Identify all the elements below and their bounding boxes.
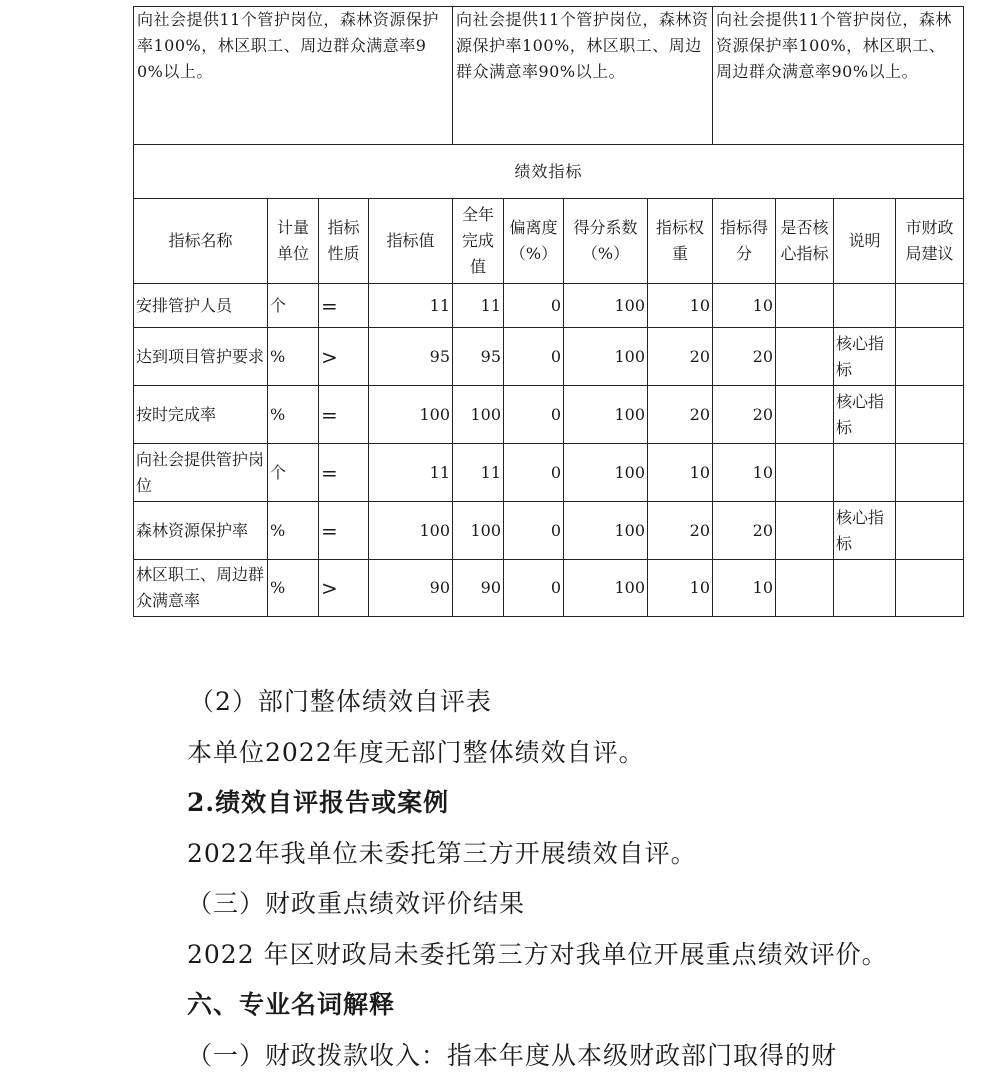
- cell-weight: 10: [648, 284, 713, 328]
- cell-unit: %: [268, 386, 319, 444]
- cell-unit: 个: [268, 444, 319, 502]
- cell-deviation: 0: [504, 386, 564, 444]
- cell-coefficient: 100: [564, 444, 648, 502]
- cell-advice: [896, 284, 964, 328]
- cell-score: 10: [713, 284, 776, 328]
- header-score: 指标得分: [713, 199, 776, 284]
- cell-score: 20: [713, 386, 776, 444]
- header-weight: 指标权重: [648, 199, 713, 284]
- cell-name: 林区职工、周边群众满意率: [134, 560, 268, 617]
- table-row: [134, 328, 964, 386]
- cell-core: [776, 444, 834, 502]
- cell-nature: >: [319, 560, 369, 617]
- cell-unit: %: [268, 502, 319, 560]
- cell-name: 向社会提供管护岗位: [134, 444, 268, 502]
- cell-target: 11: [369, 284, 453, 328]
- table-row: [134, 560, 964, 617]
- cell-actual: 11: [453, 444, 504, 502]
- subsection-heading: （三）财政重点绩效评价结果: [187, 889, 526, 918]
- section-heading: 2.绩效自评报告或案例: [187, 788, 450, 817]
- cell-coefficient: 100: [564, 502, 648, 560]
- cell-deviation: 0: [504, 284, 564, 328]
- cell-actual: 90: [453, 560, 504, 617]
- cell-target: 90: [369, 560, 453, 617]
- header-nature: 指标性质: [319, 199, 369, 284]
- cell-weight: 10: [648, 444, 713, 502]
- cell-note: 核心指标: [834, 328, 896, 386]
- cell-unit: 个: [268, 284, 319, 328]
- cell-nature: >: [319, 328, 369, 386]
- body-paragraph: （一）财政拨款收入：指本年度从本级财政部门取得的财: [187, 1041, 838, 1070]
- summary-cell: 向社会提供11个管护岗位，森林资源保护率100%，林区职工、周边群众满意率90%以上。: [453, 7, 713, 145]
- cell-name: 按时完成率: [134, 386, 268, 444]
- output-summary-row: [134, 7, 964, 145]
- column-header-row: [134, 199, 964, 284]
- cell-weight: 10: [648, 560, 713, 617]
- cell-coefficient: 100: [564, 386, 648, 444]
- summary-cell: 向社会提供11个管护岗位，森林资源保护率100%，林区职工、周边群众满意率90%以上。: [713, 7, 964, 145]
- cell-advice: [896, 386, 964, 444]
- performance-table: [133, 6, 964, 617]
- header-note: 说明: [834, 199, 896, 284]
- cell-advice: [896, 560, 964, 617]
- summary-cell: 向社会提供11个管护岗位，森林资源保护率100%，林区职工、周边群众满意率90%以上。: [134, 7, 453, 145]
- body-paragraph: 2022年我单位未委托第三方开展绩效自评。: [187, 839, 697, 868]
- cell-actual: 95: [453, 328, 504, 386]
- body-paragraph: 本单位2022年度无部门整体绩效自评。: [187, 738, 645, 767]
- cell-advice: [896, 328, 964, 386]
- cell-score: 10: [713, 560, 776, 617]
- cell-actual: 11: [453, 284, 504, 328]
- table-row: [134, 386, 964, 444]
- header-name: 指标名称: [134, 199, 268, 284]
- chapter-heading: 六、专业名词解释: [187, 990, 396, 1019]
- cell-score: 10: [713, 444, 776, 502]
- header-deviation: 偏离度（%）: [504, 199, 564, 284]
- header-coefficient: 得分系数（%）: [564, 199, 648, 284]
- cell-note: 核心指标: [834, 386, 896, 444]
- header-advice: 市财政局建议: [896, 199, 964, 284]
- cell-name: 森林资源保护率: [134, 502, 268, 560]
- cell-nature: =: [319, 444, 369, 502]
- cell-name: 达到项目管护要求: [134, 328, 268, 386]
- cell-unit: %: [268, 560, 319, 617]
- cell-coefficient: 100: [564, 284, 648, 328]
- cell-deviation: 0: [504, 560, 564, 617]
- cell-target: 100: [369, 386, 453, 444]
- cell-nature: =: [319, 284, 369, 328]
- cell-weight: 20: [648, 502, 713, 560]
- cell-note: [834, 444, 896, 502]
- cell-core: [776, 284, 834, 328]
- table-row: [134, 284, 964, 328]
- cell-advice: [896, 502, 964, 560]
- cell-core: [776, 386, 834, 444]
- cell-target: 95: [369, 328, 453, 386]
- cell-unit: %: [268, 328, 319, 386]
- cell-target: 11: [369, 444, 453, 502]
- cell-note: 核心指标: [834, 502, 896, 560]
- cell-core: [776, 560, 834, 617]
- cell-advice: [896, 444, 964, 502]
- table-row: [134, 444, 964, 502]
- body-paragraph: 2022 年区财政局未委托第三方对我单位开展重点绩效评价。: [187, 940, 888, 969]
- section-title: 绩效指标: [134, 145, 964, 199]
- cell-weight: 20: [648, 386, 713, 444]
- cell-core: [776, 502, 834, 560]
- header-core: 是否核心指标: [776, 199, 834, 284]
- cell-name: 安排管护人员: [134, 284, 268, 328]
- cell-deviation: 0: [504, 502, 564, 560]
- cell-score: 20: [713, 502, 776, 560]
- subsection-heading: （2）部门整体绩效自评表: [189, 687, 492, 716]
- cell-score: 20: [713, 328, 776, 386]
- cell-nature: =: [319, 386, 369, 444]
- cell-coefficient: 100: [564, 560, 648, 617]
- cell-note: [834, 560, 896, 617]
- cell-nature: =: [319, 502, 369, 560]
- cell-coefficient: 100: [564, 328, 648, 386]
- cell-target: 100: [369, 502, 453, 560]
- cell-deviation: 0: [504, 328, 564, 386]
- cell-core: [776, 328, 834, 386]
- header-unit: 计量单位: [268, 199, 319, 284]
- table-row: [134, 502, 964, 560]
- cell-deviation: 0: [504, 444, 564, 502]
- header-target: 指标值: [369, 199, 453, 284]
- cell-weight: 20: [648, 328, 713, 386]
- cell-actual: 100: [453, 502, 504, 560]
- header-actual: 全年完成值: [453, 199, 504, 284]
- cell-actual: 100: [453, 386, 504, 444]
- cell-note: [834, 284, 896, 328]
- section-header-row: [134, 145, 964, 199]
